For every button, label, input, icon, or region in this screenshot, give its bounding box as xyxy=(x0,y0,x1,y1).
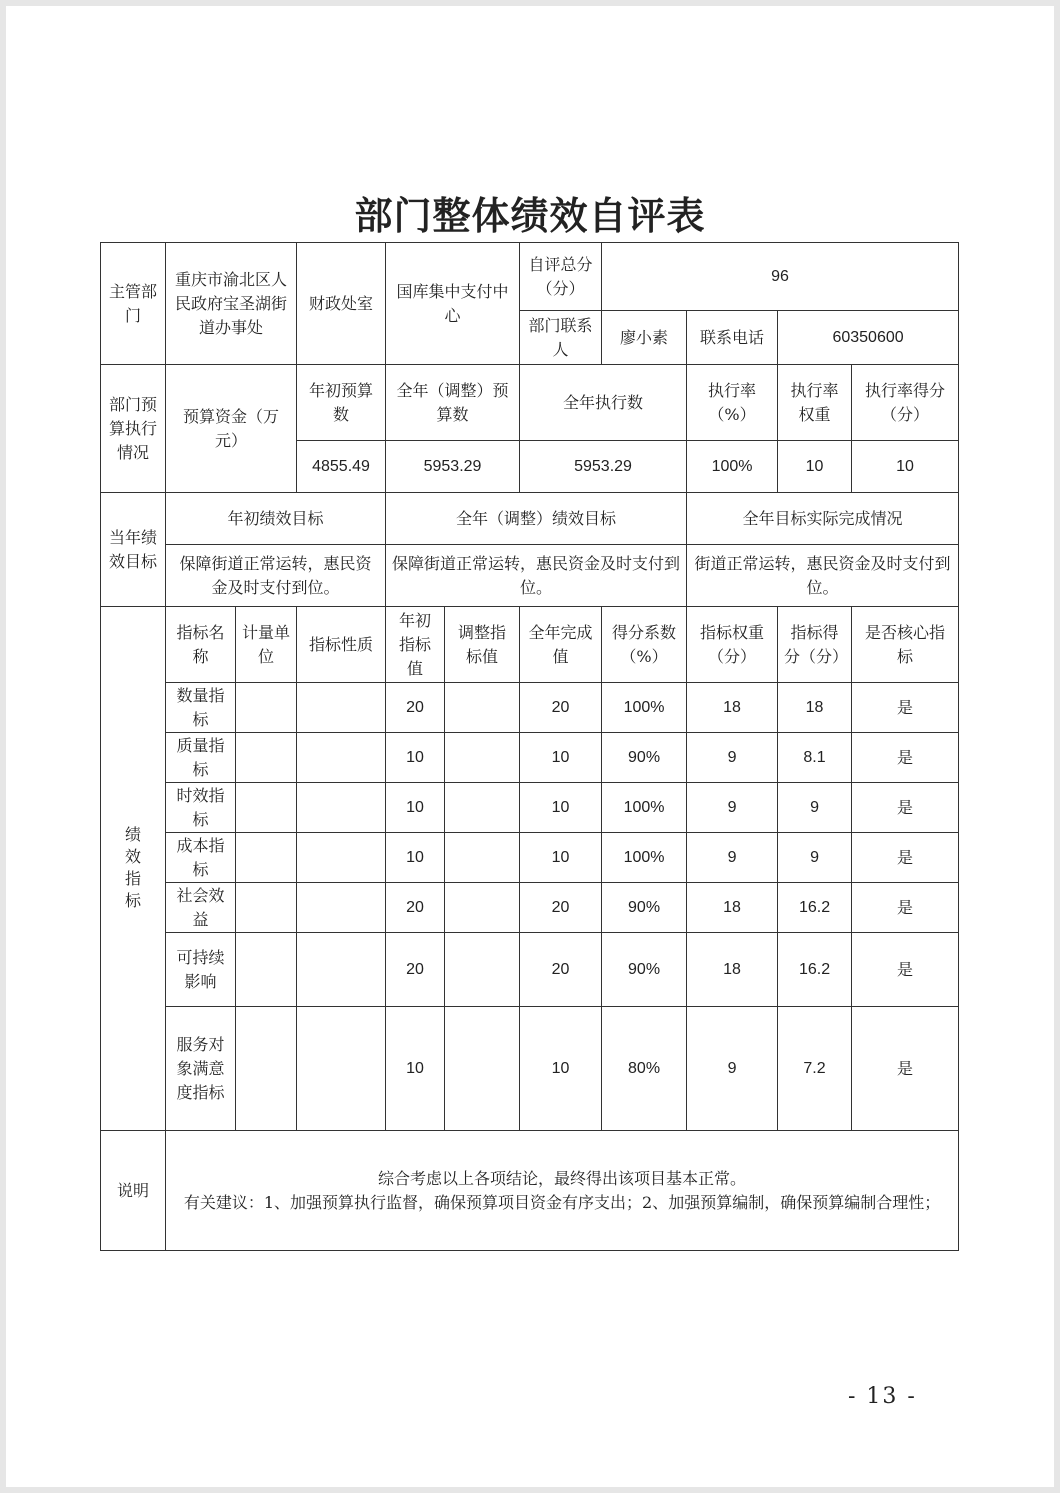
ind-header-unit: 计量单位 xyxy=(236,607,297,683)
indicator-name: 时效指标 xyxy=(166,783,236,833)
indicator-nature xyxy=(297,733,386,783)
notes-label: 说明 xyxy=(101,1131,166,1251)
indicator-row xyxy=(101,883,959,933)
indicator-row xyxy=(101,833,959,883)
budget-col-initial: 年初预算数 xyxy=(297,365,386,441)
budget-weight: 10 xyxy=(778,441,852,493)
budget-col-executed: 全年执行数 xyxy=(520,365,687,441)
indicator-initial: 10 xyxy=(386,1007,445,1131)
indicator-core: 是 xyxy=(852,883,959,933)
indicator-core: 是 xyxy=(852,733,959,783)
indicator-name: 可持续影响 xyxy=(166,933,236,1007)
indicator-row xyxy=(101,733,959,783)
phone-value: 60350600 xyxy=(778,311,959,365)
ind-header-weight: 指标权重（分） xyxy=(687,607,778,683)
indicator-coef: 100% xyxy=(602,783,687,833)
indicators-section-text: 绩效指标 xyxy=(124,825,141,910)
budget-col-adjusted: 全年（调整）预算数 xyxy=(386,365,520,441)
indicator-coef: 80% xyxy=(602,1007,687,1131)
indicator-weight: 9 xyxy=(687,783,778,833)
indicator-coef: 90% xyxy=(602,933,687,1007)
indicator-score: 16.2 xyxy=(778,883,852,933)
indicator-nature xyxy=(297,683,386,733)
budget-adjusted: 5953.29 xyxy=(386,441,520,493)
goals-col-actual: 全年目标实际完成情况 xyxy=(687,493,959,545)
center-label: 国库集中支付中心 xyxy=(386,243,520,365)
indicator-score: 16.2 xyxy=(778,933,852,1007)
budget-fund-label: 预算资金（万元） xyxy=(166,365,297,493)
indicator-unit xyxy=(236,883,297,933)
indicator-core: 是 xyxy=(852,933,959,1007)
indicators-section-label xyxy=(101,607,166,1131)
contact-label: 部门联系人 xyxy=(520,311,602,365)
page-title: 部门整体绩效自评表 xyxy=(354,193,706,238)
indicator-name: 成本指标 xyxy=(166,833,236,883)
indicator-core: 是 xyxy=(852,783,959,833)
indicator-coef: 90% xyxy=(602,883,687,933)
goals-section-label: 当年绩效目标 xyxy=(101,493,166,607)
indicator-nature xyxy=(297,883,386,933)
indicator-row xyxy=(101,683,959,733)
goals-actual-text: 街道正常运转，惠民资金及时支付到位。 xyxy=(687,545,959,607)
indicator-adjusted xyxy=(445,683,520,733)
budget-initial: 4855.49 xyxy=(297,441,386,493)
indicator-completed: 10 xyxy=(520,733,602,783)
indicator-core: 是 xyxy=(852,1007,959,1131)
indicator-score: 18 xyxy=(778,683,852,733)
indicator-core: 是 xyxy=(852,683,959,733)
indicator-adjusted xyxy=(445,883,520,933)
indicator-name: 质量指标 xyxy=(166,733,236,783)
indicator-nature xyxy=(297,833,386,883)
goals-adjusted-text: 保障街道正常运转，惠民资金及时支付到位。 xyxy=(386,545,687,607)
indicator-weight: 18 xyxy=(687,683,778,733)
notes-line-1: 综合考虑以上各项结论，最终得出该项目基本正常。 xyxy=(378,1168,747,1188)
indicator-unit xyxy=(236,733,297,783)
indicator-adjusted xyxy=(445,733,520,783)
indicator-coef: 90% xyxy=(602,733,687,783)
indicator-weight: 18 xyxy=(687,883,778,933)
goals-col-initial: 年初绩效目标 xyxy=(166,493,386,545)
budget-score: 10 xyxy=(852,441,959,493)
indicator-unit xyxy=(236,1007,297,1131)
indicator-row xyxy=(101,1007,959,1131)
indicator-coef: 100% xyxy=(602,833,687,883)
indicator-unit xyxy=(236,683,297,733)
indicator-unit xyxy=(236,783,297,833)
dept-label: 主管部门 xyxy=(101,243,166,365)
indicator-nature xyxy=(297,783,386,833)
goals-col-adjusted: 全年（调整）绩效目标 xyxy=(386,493,687,545)
indicator-adjusted xyxy=(445,933,520,1007)
goals-initial-text: 保障街道正常运转，惠民资金及时支付到位。 xyxy=(166,545,386,607)
indicator-score: 9 xyxy=(778,833,852,883)
score-label: 自评总分（分） xyxy=(520,243,602,311)
budget-section-label: 部门预算执行情况 xyxy=(101,365,166,493)
indicator-weight: 9 xyxy=(687,1007,778,1131)
indicator-initial: 10 xyxy=(386,833,445,883)
indicator-adjusted xyxy=(445,833,520,883)
budget-rate: 100% xyxy=(687,441,778,493)
contact-name: 廖小素 xyxy=(602,311,687,365)
indicator-nature xyxy=(297,1007,386,1131)
indicator-score: 7.2 xyxy=(778,1007,852,1131)
budget-col-score: 执行率得分（分） xyxy=(852,365,959,441)
ind-header-initial: 年初指标值 xyxy=(386,607,445,683)
dept-name: 重庆市渝北区人民政府宝圣湖街道办事处 xyxy=(166,243,297,365)
indicator-initial: 20 xyxy=(386,683,445,733)
indicator-completed: 10 xyxy=(520,783,602,833)
budget-col-rate: 执行率（%） xyxy=(687,365,778,441)
indicator-adjusted xyxy=(445,1007,520,1131)
indicator-initial: 20 xyxy=(386,883,445,933)
indicator-name: 社会效益 xyxy=(166,883,236,933)
indicator-completed: 20 xyxy=(520,933,602,1007)
ind-header-adjusted: 调整指标值 xyxy=(445,607,520,683)
indicator-completed: 20 xyxy=(520,683,602,733)
notes-content xyxy=(166,1131,959,1251)
performance-evaluation-table xyxy=(100,242,959,1251)
indicator-completed: 10 xyxy=(520,1007,602,1131)
indicator-core: 是 xyxy=(852,833,959,883)
indicator-name: 服务对象满意度指标 xyxy=(166,1007,236,1131)
indicator-adjusted xyxy=(445,783,520,833)
ind-header-core: 是否核心指标 xyxy=(852,607,959,683)
ind-header-completed: 全年完成值 xyxy=(520,607,602,683)
budget-col-weight: 执行率权重 xyxy=(778,365,852,441)
indicator-initial: 10 xyxy=(386,733,445,783)
indicator-unit xyxy=(236,933,297,1007)
office-label: 财政处室 xyxy=(297,243,386,365)
indicator-weight: 18 xyxy=(687,933,778,1007)
indicator-coef: 100% xyxy=(602,683,687,733)
indicator-initial: 10 xyxy=(386,783,445,833)
ind-header-coef: 得分系数（%） xyxy=(602,607,687,683)
indicator-completed: 10 xyxy=(520,833,602,883)
indicator-score: 9 xyxy=(778,783,852,833)
indicator-completed: 20 xyxy=(520,883,602,933)
budget-executed: 5953.29 xyxy=(520,441,687,493)
notes-line-2: 有关建议：1、加强预算执行监督，确保预算项目资金有序支出；2、加强预算编制，确保预算编制合理性； xyxy=(183,1192,941,1212)
indicator-nature xyxy=(297,933,386,1007)
indicator-initial: 20 xyxy=(386,933,445,1007)
indicator-score: 8.1 xyxy=(778,733,852,783)
indicator-unit xyxy=(236,833,297,883)
indicator-weight: 9 xyxy=(687,833,778,883)
indicator-name: 数量指标 xyxy=(166,683,236,733)
ind-header-nature: 指标性质 xyxy=(297,607,386,683)
ind-header-score: 指标得分（分） xyxy=(778,607,852,683)
phone-label: 联系电话 xyxy=(687,311,778,365)
indicator-row xyxy=(101,933,959,1007)
ind-header-name: 指标名称 xyxy=(166,607,236,683)
indicator-weight: 9 xyxy=(687,733,778,783)
page-number: - 13 - xyxy=(848,1384,917,1409)
indicator-row xyxy=(101,783,959,833)
score-value: 96 xyxy=(602,243,959,311)
